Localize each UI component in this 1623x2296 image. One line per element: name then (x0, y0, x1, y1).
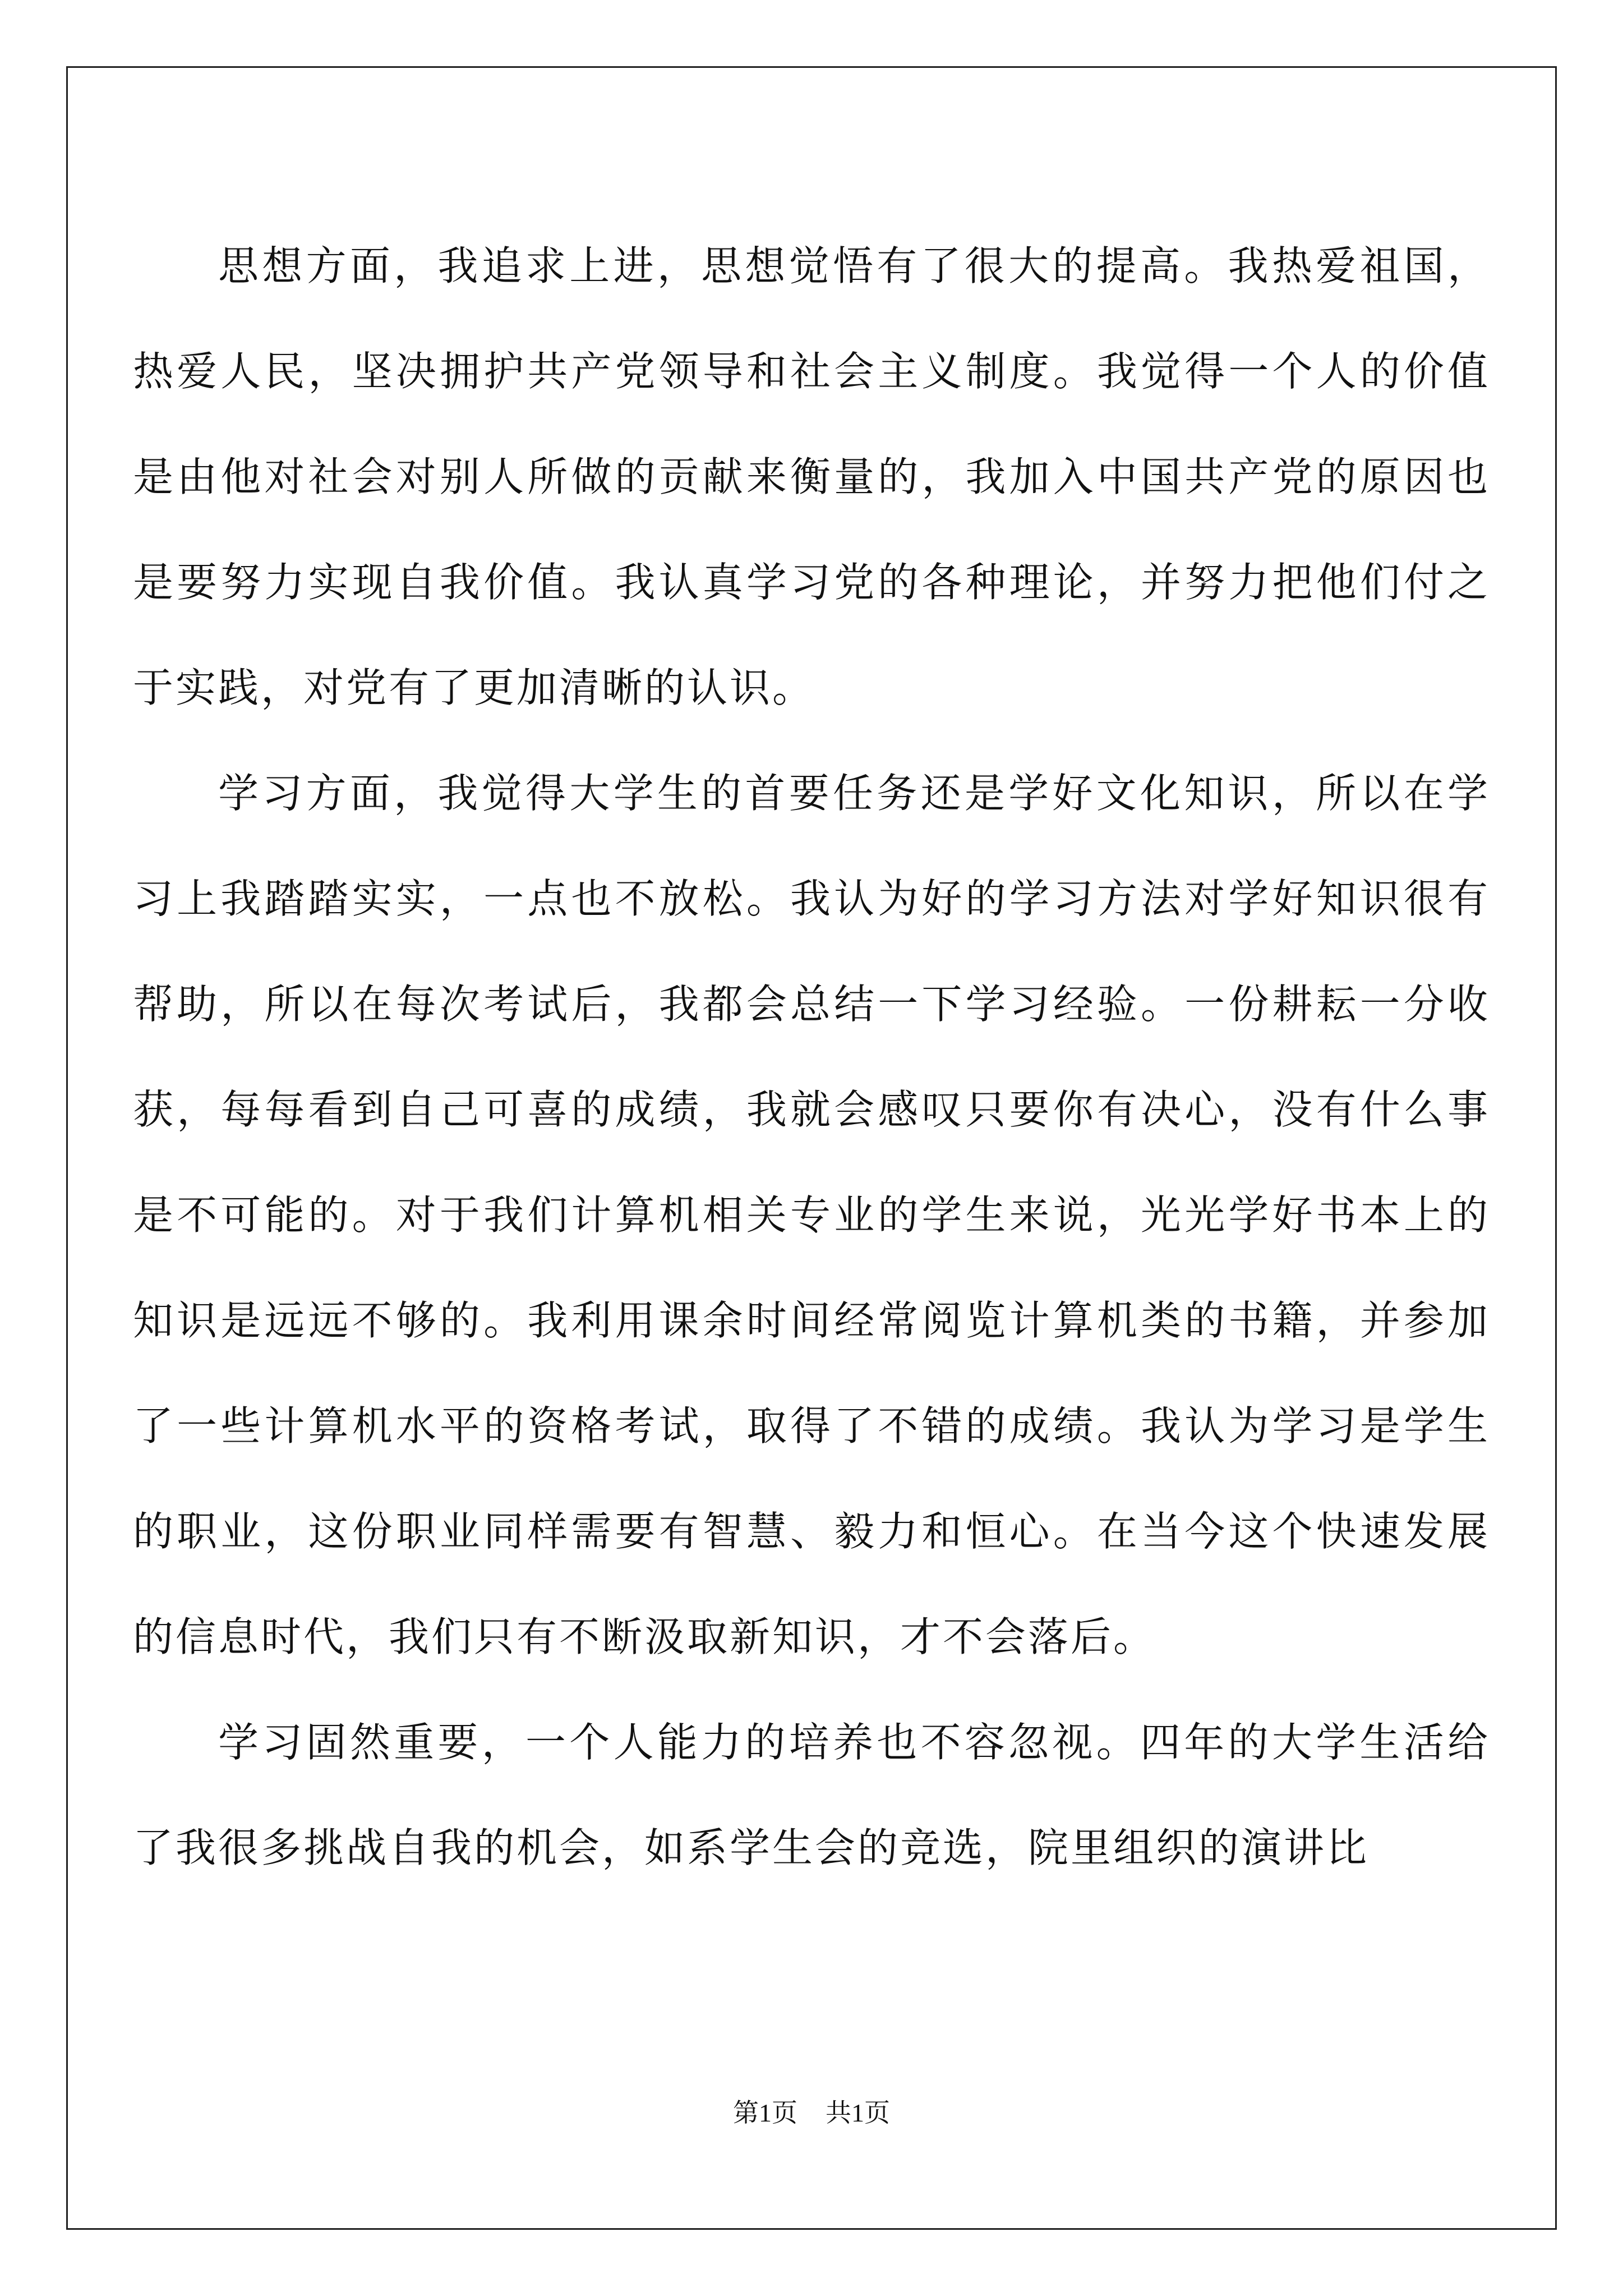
page-number-total: 共1页 (826, 2099, 890, 2127)
page-number-current: 第1页 (733, 2099, 797, 2127)
paragraph-ability: 学习固然重要，一个人能力的培养也不容忽视。四年的大学生活给了我很多挑战自我的机会，如系学生会的竞选，院里组织的演讲比 (133, 1719, 1490, 1871)
page-footer (0, 2092, 1623, 2129)
document-body (133, 213, 1490, 1901)
paragraph-study: 学习方面，我觉得大学生的首要任务还是学好文化知识，所以在学习上我踏踏实实，一点也不放松。我认为好的学习方法对学好知识很有帮助，所以在每次考试后，我都会总结一下学习经验。一份耕耘一分收获，每每看到自己可喜的成绩，我就会感叹只要你有决心，没有什么事是不可能的。对于我们计算机相关专业的学生来说，光光学好书本上的知识是远远不够的。我利用课余时间经常阅览计算机类的书籍，并参加了一些计算机水平的资格考试，取得了不错的成绩。我认为学习是学生的职业，这份职业同样需要有智慧、毅力和恒心。在当今这个快速发展的信息时代，我们只有不断汲取新知识，才不会落后。 (133, 770, 1490, 1660)
paragraph-ideology: 思想方面，我追求上进，思想觉悟有了很大的提高。我热爱祖国，热爱人民，坚决拥护共产党领导和社会主义制度。我觉得一个人的价值是由他对社会对别人所做的贡献来衡量的，我加入中国共产党的原因也是要努力实现自我价值。我认真学习党的各种理论，并努力把他们付之于实践，对党有了更加清晰的认识。 (133, 242, 1490, 711)
